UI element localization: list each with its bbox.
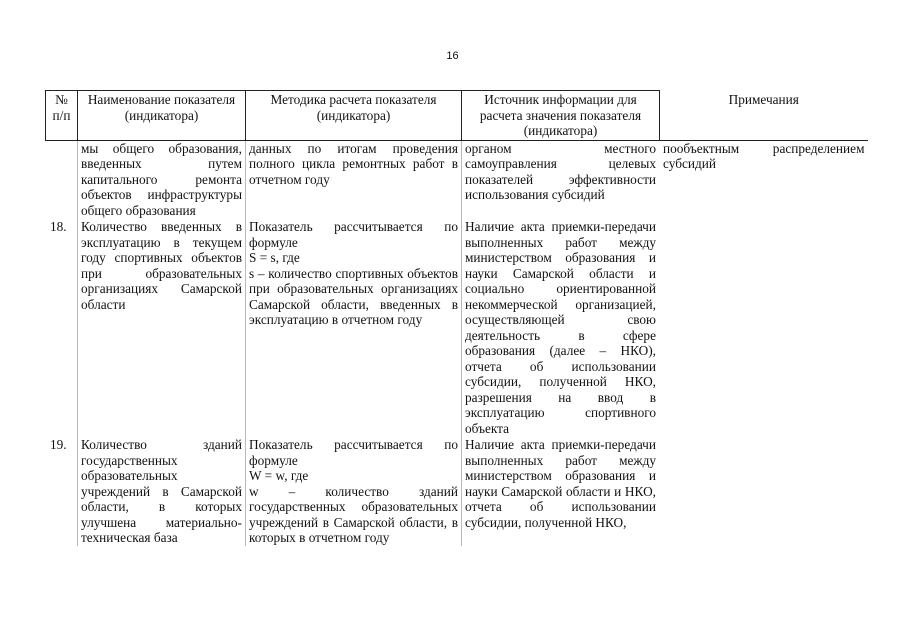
method-description: w – количество зданий государственных образовательных учреждений в Самарской области, в которых в отчетном году <box>249 483 458 545</box>
indicator-name: Количество введенных в эксплуатацию в текущем году спортивных объектов при образовательных организациях Самарской области <box>78 218 246 436</box>
indicator-name: мы общего образования, введенных путем капитального ремонта объектов инфраструктуры общего образования <box>78 140 246 218</box>
header-name: Наименование показателя (индикатора) <box>78 91 246 141</box>
header-method: Методика расчета показателя (индикатора) <box>246 91 462 141</box>
calculation-method: данных по итогам проведения полного цикла ремонтных работ в отчетном году <box>246 140 462 218</box>
method-formula: W = w, где <box>249 468 309 483</box>
information-source: Наличие акта приемки-передачи выполненных работ между министерством образования и науки Самарской области и социально ориентированной некоммерческой организацией, осуществляющей свою деятельность в сфере образования (далее – НКО), отчета об использовании субсидии, полученной НКО, разрешения на ввод в эксплуатацию спортивного объекта <box>462 218 660 436</box>
page-number: 16 <box>446 50 459 62</box>
notes-cell <box>660 436 868 546</box>
header-source: Источник информации для расчета значения показателя (индикатора) <box>462 91 660 141</box>
table-row <box>46 140 868 218</box>
indicators-table <box>45 90 868 546</box>
table-row <box>46 436 868 546</box>
method-intro: Показатель рассчитывается по формуле <box>249 219 458 250</box>
method-formula: S = s, где <box>249 250 300 265</box>
header-num: № п/п <box>46 91 78 141</box>
row-number: 18. <box>50 219 67 234</box>
row-number: 19. <box>50 437 67 452</box>
calculation-method <box>246 218 462 436</box>
method-intro: Показатель рассчитывается по формуле <box>249 437 458 468</box>
table-header-row <box>46 91 868 141</box>
indicator-name: Количество зданий государственных образовательных учреждений в Самарской области, в которых улучшена материально-техническая база <box>78 436 246 546</box>
row-number <box>46 140 78 218</box>
information-source: органом местного самоуправления целевых показателей эффективности использования субсидий <box>462 140 660 218</box>
calculation-method <box>246 436 462 546</box>
method-description: s – количество спортивных объектов при образовательных организациях Самарской области, введенных в эксплуатацию в отчетном году <box>249 265 458 327</box>
notes-cell <box>660 218 868 436</box>
information-source: Наличие акта приемки-передачи выполненных работ между министерством образования и науки Самарской области и НКО, отчета об использовании субсидии, полученной НКО, <box>462 436 660 546</box>
notes-cell: пообъектным распределением субсидий <box>663 140 865 171</box>
header-notes: Примечания <box>660 91 868 141</box>
table-row <box>46 218 868 436</box>
